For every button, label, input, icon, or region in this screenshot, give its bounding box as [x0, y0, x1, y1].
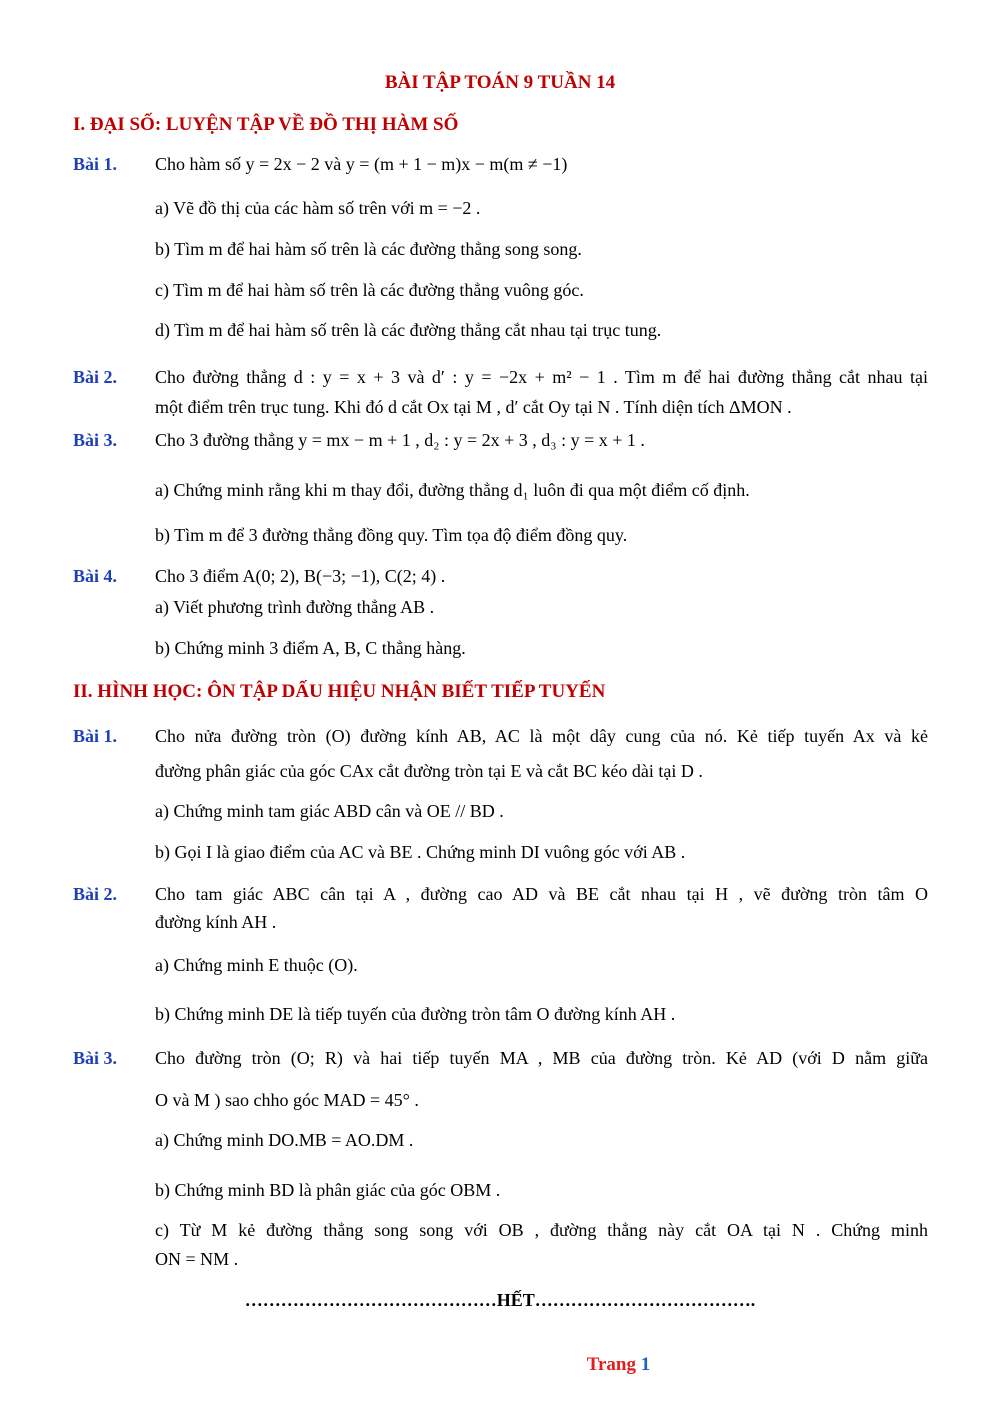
section-heading-geometry: II. HÌNH HỌC: ÔN TẬP DẤU HIỆU NHẬN BIẾT TIẾP TUYẾN: [73, 681, 606, 702]
exercise-label: Bài 2.: [73, 367, 118, 387]
exercise-stem: Cho 3 đường thẳng y = mx − m + 1 , d₂ : y = 2x + 3 , d₃ : y = x + 1 .: [155, 430, 645, 450]
exercise-part-b: b) Gọi I là giao điểm của AC và BE . Chứng minh DI vuông góc với AB .: [155, 842, 686, 862]
exercise-part-c: c) Tìm m để hai hàm số trên là các đường thẳng vuông góc.: [155, 280, 584, 300]
exercise-label: Bài 2.: [73, 884, 118, 904]
exercise-stem: Cho đường tròn (O; R) và hai tiếp tuyến MA , MB của đường tròn. Kẻ AD (với D nằm giữa: [155, 1048, 928, 1068]
exercise-stem: Cho hàm số y = 2x − 2 và y = (m + 1 − m)x − m(m ≠ −1): [155, 154, 568, 174]
exercise-stem-continued: đường kính AH .: [155, 912, 277, 932]
footer-page-word: Trang: [586, 1354, 636, 1375]
exercise-part-a: a) Chứng minh tam giác ABD cân và OE // BD .: [155, 801, 504, 821]
exercise-stem: Cho nửa đường tròn (O) đường kính AB, AC là một dây cung của nó. Kẻ tiếp tuyến Ax và kẻ: [155, 726, 928, 746]
exercise-part-a: a) Chứng minh rằng khi m thay đổi, đường thẳng d₁ luôn đi qua một điểm cố định.: [155, 480, 750, 500]
exercise-stem: Cho đường thẳng d : y = x + 3 và d′ : y = −2x + m² − 1 . Tìm m để hai đường thẳng cắt nhau tại: [155, 367, 928, 387]
section-heading-algebra: I. ĐẠI SỐ: LUYỆN TẬP VỀ ĐỒ THỊ HÀM SỐ: [73, 114, 459, 135]
exercise-part-b: b) Tìm m để 3 đường thẳng đồng quy. Tìm tọa độ điểm đồng quy.: [155, 525, 628, 545]
exercise-label: Bài 1.: [73, 154, 118, 174]
exercise-stem-continued: một điểm trên trục tung. Khi đó d cắt Ox tại M , d′ cắt Oy tại N . Tính diện tích ΔMON .: [155, 397, 792, 417]
exercise-part-b: b) Tìm m để hai hàm số trên là các đường thẳng song song.: [155, 239, 582, 259]
exercise-part-a: a) Chứng minh E thuộc (O).: [155, 955, 358, 975]
exercise-part-d: d) Tìm m để hai hàm số trên là các đường thẳng cắt nhau tại trục tung.: [155, 320, 662, 340]
exercise-label: Bài 1.: [73, 726, 118, 746]
end-marker: ……………………………………HẾT……………………………….: [244, 1290, 756, 1310]
exercise-part-b: b) Chứng minh DE là tiếp tuyến của đường tròn tâm O đường kính AH .: [155, 1004, 676, 1024]
exercise-part-a: a) Chứng minh DO.MB = AO.DM .: [155, 1130, 414, 1150]
exercise-stem: Cho 3 điểm A(0; 2), B(−3; −1), C(2; 4) .: [155, 566, 446, 586]
exercise-part-a: a) Vẽ đồ thị của các hàm số trên với m = −2 .: [155, 198, 481, 218]
exercise-stem-continued: O và M ) sao chho góc MAD = 45° .: [155, 1090, 419, 1110]
exercise-label: Bài 3.: [73, 430, 118, 450]
exercise-stem: Cho tam giác ABC cân tại A , đường cao AD và BE cắt nhau tại H , vẽ đường tròn tâm O: [155, 884, 928, 904]
exercise-part-c: c) Từ M kẻ đường thẳng song song với OB , đường thẳng này cắt OA tại N . Chứng minh: [155, 1220, 928, 1240]
footer-page-number: 1: [640, 1354, 651, 1375]
exercise-part-a: a) Viết phương trình đường thẳng AB .: [155, 597, 435, 617]
page-footer: [0, 1354, 1000, 1376]
document-title: BÀI TẬP TOÁN 9 TUẦN 14: [384, 72, 616, 93]
exercise-label: Bài 4.: [73, 566, 118, 586]
exercise-part-b: b) Chứng minh 3 điểm A, B, C thẳng hàng.: [155, 638, 466, 658]
exercise-stem-continued: đường phân giác của góc CAx cắt đường tròn tại E và cắt BC kéo dài tại D .: [155, 761, 703, 781]
exercise-part-c-continued: ON = NM .: [155, 1249, 239, 1269]
exercise-part-b: b) Chứng minh BD là phân giác của góc OBM .: [155, 1180, 501, 1200]
exercise-label: Bài 3.: [73, 1048, 118, 1068]
